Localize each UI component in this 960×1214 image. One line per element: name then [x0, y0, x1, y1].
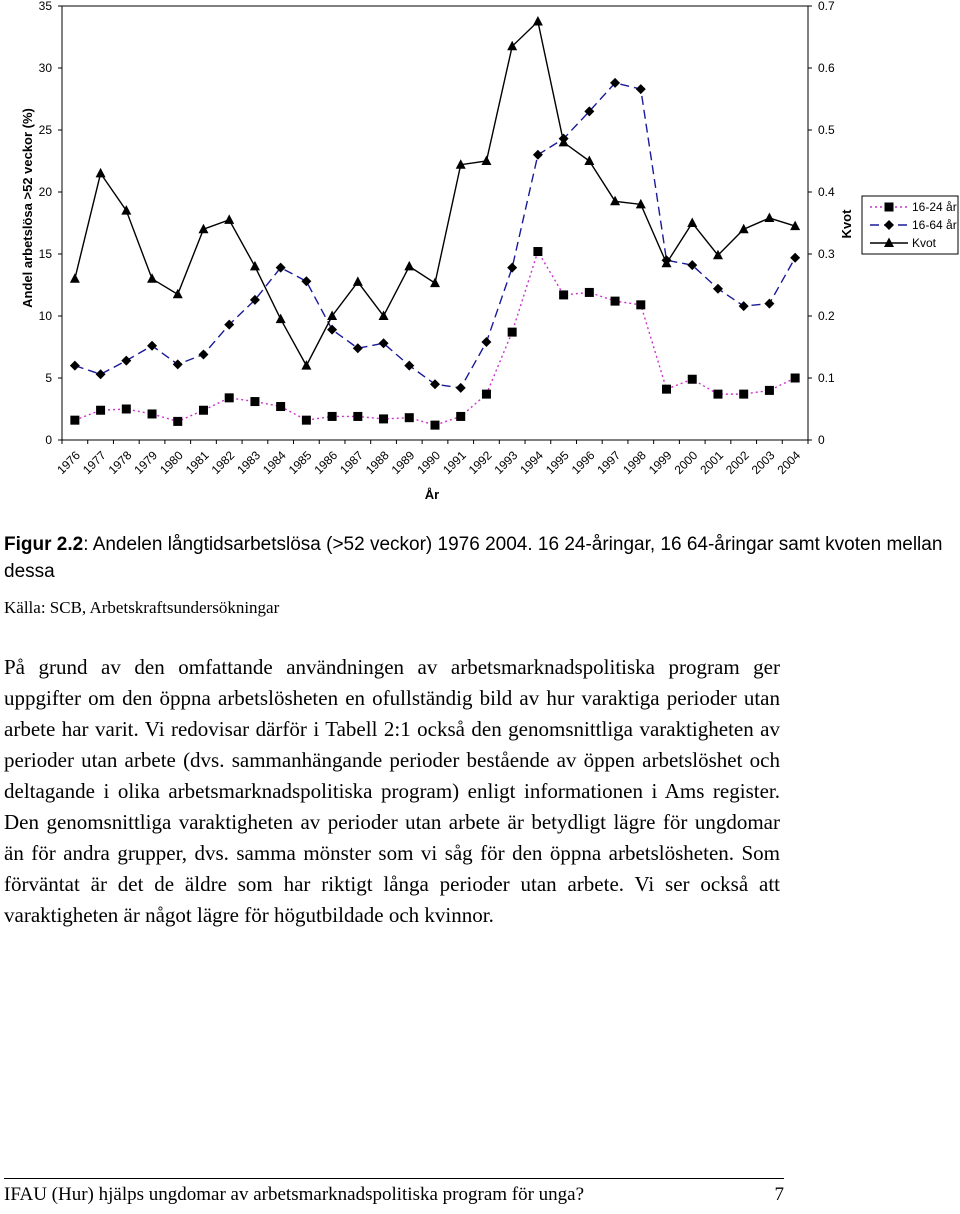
- series-triangle: [70, 16, 800, 370]
- data-point-square: [713, 390, 722, 399]
- data-point-triangle: [276, 314, 286, 324]
- data-point-square: [379, 414, 388, 423]
- data-point-square: [662, 385, 671, 394]
- x-tick-label: 1978: [105, 448, 135, 478]
- series-line: [75, 252, 795, 426]
- data-point-triangle: [250, 261, 260, 271]
- y-tick-label: 25: [38, 123, 52, 137]
- page-footer: [4, 1184, 784, 1206]
- data-point-triangle: [224, 214, 234, 224]
- x-tick-label: 1991: [440, 448, 469, 478]
- data-point-triangle: [610, 196, 620, 206]
- data-point-square: [302, 416, 311, 425]
- data-point-square: [431, 421, 440, 430]
- data-point-square: [122, 405, 131, 414]
- data-point-triangle: [147, 273, 157, 283]
- paragraph-text: På grund av den omfattande användningen av arbetsmarknadspolitiska program ger uppgifter om den öppna arbetslösheten en ofullständig bild av hur varaktiga perioder utan arbete har varit. Vi redovisar därför i Tabell 2:1 också den genomsnittliga varaktigheten av perioder utan arbete (dvs. sammanhängande perioder bestående av öppen arbetslöshet och deltagande i olika arbetsmarknadspolitiska program) enligt informationen i Ams register. Den genomsnittliga varaktigheten av perioder utan arbete är betydligt lägre för ungdomar än för andra grupper, dvs. samma mönster som vi såg för den öppna arbetslösheten. Som förväntat är det de äldre som har riktigt långa perioder utan arbete. Vi ser också att varaktigheten är något lägre för högutbildade och kvinnor.: [4, 655, 780, 927]
- data-point-diamond: [404, 361, 414, 371]
- data-point-square: [739, 390, 748, 399]
- x-tick-label: 1977: [79, 448, 109, 478]
- figure-caption-text: : Andelen långtidsarbetslösa (>52 veckor) 1976 2004. 16 24-åringar, 16 64-åringar samt kvoten mellan dessa: [4, 534, 943, 582]
- y-tick-label: 15: [38, 247, 52, 261]
- y-axis-label: Andel arbetslösa >52 veckor (%): [20, 108, 35, 308]
- data-point-square: [148, 409, 157, 418]
- data-point-triangle: [353, 276, 363, 286]
- footer-text: IFAU (Hur) hjälps ungdomar av arbetsmarknadspolitiska program för unga?: [4, 1184, 585, 1205]
- x-tick-label: 1994: [517, 448, 547, 478]
- data-point-diamond: [173, 359, 183, 369]
- x-tick-label: 1976: [54, 448, 83, 478]
- data-point-diamond: [481, 337, 491, 347]
- y-tick-label: 10: [38, 309, 52, 323]
- data-point-square: [70, 416, 79, 425]
- y2-tick-label: 0.6: [818, 61, 835, 75]
- series-diamond: [70, 78, 800, 393]
- data-point-triangle: [481, 156, 491, 166]
- x-tick-label: 1999: [645, 448, 675, 478]
- chart-series: [70, 16, 800, 430]
- chart-legend: [862, 196, 958, 254]
- y2-tick-label: 0.1: [818, 371, 835, 385]
- data-point-triangle: [533, 16, 543, 26]
- data-point-triangle: [584, 156, 594, 166]
- data-point-square: [199, 406, 208, 415]
- data-point-square: [250, 397, 259, 406]
- data-point-triangle: [764, 213, 774, 223]
- y-tick-label: 0: [45, 433, 52, 447]
- y2-tick-label: 0.7: [818, 0, 835, 13]
- data-point-diamond: [96, 369, 106, 379]
- figure-source: Källa: SCB, Arbetskraftsundersökningar: [4, 598, 280, 617]
- data-point-square: [885, 203, 894, 212]
- x-axis-label: År: [424, 487, 440, 502]
- y2-tick-label: 0: [818, 433, 825, 447]
- x-tick-label: 1990: [414, 448, 444, 478]
- figure-label: Figur 2.2: [4, 534, 84, 555]
- x-tick-label: 2004: [774, 448, 804, 478]
- data-point-diamond: [301, 276, 311, 286]
- data-point-square: [405, 413, 414, 422]
- y-tick-label: 20: [38, 185, 52, 199]
- x-tick-label: 1995: [542, 448, 572, 478]
- page-number: 7: [774, 1184, 784, 1205]
- x-tick-label: 1989: [388, 448, 418, 478]
- data-point-square: [456, 412, 465, 421]
- x-tick-label: 1982: [208, 448, 238, 478]
- data-point-diamond: [739, 301, 749, 311]
- x-tick-label: 2003: [748, 448, 778, 478]
- data-point-square: [328, 412, 337, 421]
- data-point-square: [96, 406, 105, 415]
- x-tick-label: 1996: [568, 448, 598, 478]
- series-line: [75, 22, 795, 366]
- legend-entry: 16-64 år: [912, 218, 957, 232]
- x-tick-label: 2000: [671, 448, 701, 478]
- data-point-square: [791, 374, 800, 383]
- legend-entry: 16-24 år: [912, 200, 957, 214]
- line-chart: [0, 0, 960, 510]
- y2-tick-label: 0.4: [818, 185, 835, 199]
- legend-entry: Kvot: [912, 236, 937, 250]
- data-point-square: [559, 290, 568, 299]
- data-point-diamond: [121, 356, 131, 366]
- x-tick-label: 1988: [362, 448, 392, 478]
- chart-axes: [58, 6, 812, 444]
- data-point-triangle: [430, 278, 440, 288]
- y2-axis-label: Kvot: [839, 209, 854, 239]
- data-point-square: [225, 393, 234, 402]
- data-point-triangle: [739, 224, 749, 234]
- data-point-diamond: [353, 343, 363, 353]
- data-point-diamond: [147, 341, 157, 351]
- data-point-square: [173, 417, 182, 426]
- data-point-square: [585, 288, 594, 297]
- y2-tick-label: 0.5: [818, 123, 835, 137]
- body-paragraph: [4, 652, 780, 931]
- y-tick-label: 35: [38, 0, 52, 13]
- x-tick-label: 1986: [311, 448, 341, 478]
- x-tick-label: 1998: [620, 448, 649, 478]
- y-tick-label: 5: [45, 371, 52, 385]
- data-point-diamond: [70, 361, 80, 371]
- x-tick-label: 1979: [131, 448, 161, 478]
- data-point-triangle: [70, 273, 80, 283]
- x-tick-label: 1993: [491, 448, 521, 478]
- data-point-diamond: [198, 349, 208, 359]
- data-point-diamond: [456, 383, 466, 393]
- data-point-square: [353, 412, 362, 421]
- data-point-square: [765, 386, 774, 395]
- data-point-square: [276, 402, 285, 411]
- data-point-diamond: [507, 263, 517, 273]
- data-point-diamond: [790, 253, 800, 263]
- x-tick-label: 1983: [234, 448, 264, 478]
- data-point-triangle: [96, 168, 106, 178]
- x-tick-label: 1985: [285, 448, 315, 478]
- x-tick-label: 1992: [465, 448, 495, 478]
- figure-caption: [4, 531, 954, 585]
- data-point-square: [636, 300, 645, 309]
- data-point-square: [611, 297, 620, 306]
- y-tick-label: 30: [38, 61, 52, 75]
- data-point-square: [533, 247, 542, 256]
- data-point-diamond: [636, 84, 646, 94]
- data-point-diamond: [327, 325, 337, 335]
- tick-labels: [39, 0, 835, 477]
- data-point-diamond: [430, 379, 440, 389]
- x-tick-label: 1980: [157, 448, 186, 478]
- data-point-diamond: [713, 284, 723, 294]
- data-point-triangle: [687, 218, 697, 228]
- series-line: [75, 83, 795, 388]
- data-point-triangle: [404, 261, 414, 271]
- data-point-square: [508, 328, 517, 337]
- x-tick-label: 1997: [594, 448, 624, 478]
- footer-rule: [4, 1178, 784, 1179]
- data-point-diamond: [764, 299, 774, 309]
- y2-tick-label: 0.3: [818, 247, 835, 261]
- data-point-triangle: [173, 289, 183, 299]
- data-point-triangle: [301, 360, 311, 370]
- data-point-diamond: [533, 150, 543, 160]
- x-tick-label: 2001: [697, 448, 727, 478]
- y2-tick-label: 0.2: [818, 309, 835, 323]
- data-point-square: [482, 390, 491, 399]
- series-square: [70, 247, 799, 430]
- x-tick-label: 1987: [337, 448, 366, 478]
- x-tick-label: 1984: [259, 448, 289, 478]
- x-tick-label: 1981: [182, 448, 212, 478]
- x-tick-label: 2002: [723, 448, 752, 478]
- data-point-square: [688, 375, 697, 384]
